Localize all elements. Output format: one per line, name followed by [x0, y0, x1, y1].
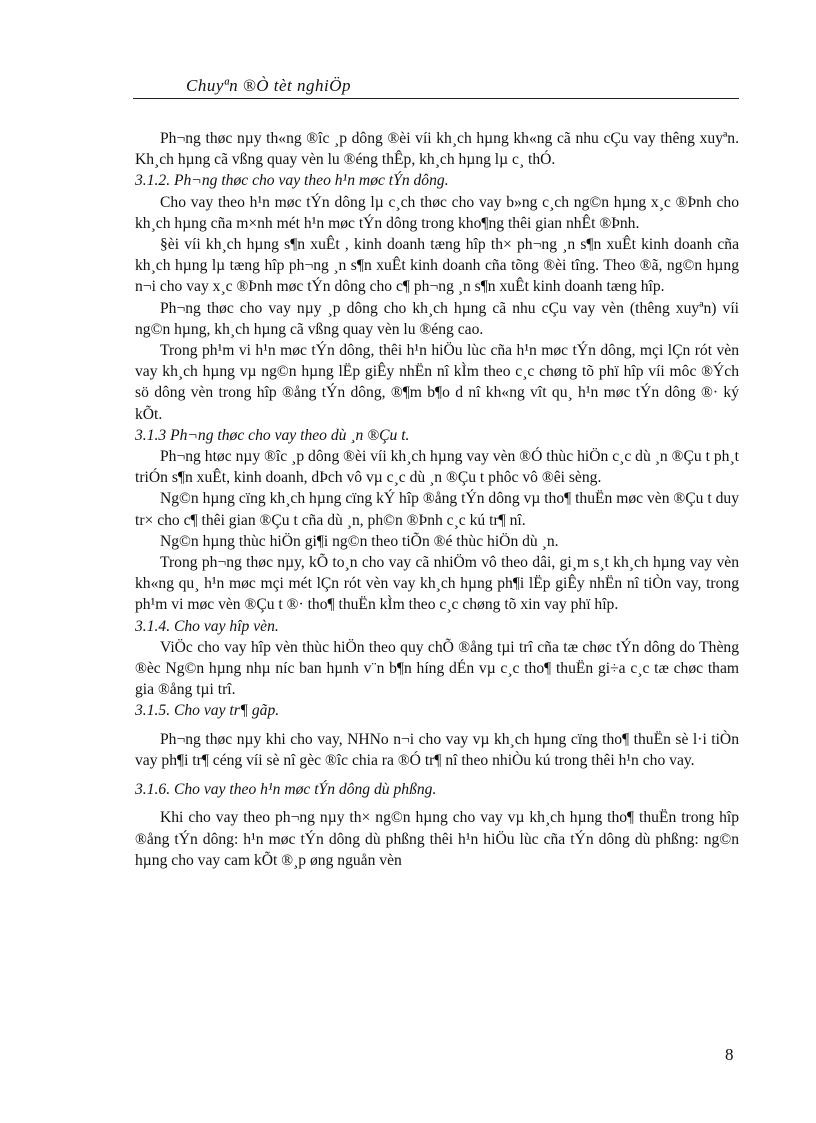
- page-number: 8: [725, 1045, 734, 1064]
- paragraph: Ng©n hµng cïng kh¸ch hµng cïng kÝ hîp ®ång tÝn dông vµ tho¶ thuËn møc vèn ®Çu t duy tr× cho c¶ thêi gian ®Çu t cña dù ¸n, ph©n ®Þnh c¸c kú tr¶ nî.: [135, 490, 739, 529]
- document-body: [135, 128, 739, 871]
- paragraph: Ng©n hµng thùc hiÖn gi¶i ng©n theo tiÕn ®é thùc hiÖn dù ¸n.: [160, 532, 559, 550]
- paragraph: Trong ph¹m vi h¹n møc tÝn dông, thêi h¹n hiÖu lùc cña h¹n møc tÝn dông, mçi lÇn rót vèn vay kh¸ch hµng vµ ng©n hµng lËp giÊy nhËn nî kÌm theo c¸c chøng tõ phï hîp víi môc ®Ých sö dông vèn trong hîp ®ång tÝn dông, ®¶m b¶o d nî kh«ng vît qu¸ h¹n møc tÝn dông ®· ký kÕt.: [135, 342, 739, 423]
- paragraph: §èi víi kh¸ch hµng s¶n xuÊt , kinh doanh tæng hîp th× ph¬ng ¸n s¶n xuÊt kinh doanh cña kh¸ch hµng lµ tæng hîp ph¬ng ¸n s¶n xuÊt kinh doanh cña tõng ®èi tîng. Theo ®ã, ng©n hµng n¬i cho vay x¸c ®Þnh møc tÝn dông cho c¶ ph¬ng ¸n s¶n xuÊt kinh doanh tæng hîp.: [135, 236, 739, 296]
- section-heading: 3.1.2. Ph¬ng thøc cho vay theo h¹n møc tÝn dông.: [135, 172, 449, 190]
- paragraph: Cho vay theo h¹n møc tÝn dông lµ c¸ch thøc cho vay b»ng c¸ch ng©n hµng x¸c ®Þnh cho kh¸ch hµng cña m×nh mét h¹n møc tÝn dông trong kho¶ng thêi gian nhÊt ®Þnh.: [135, 193, 739, 232]
- header-divider: [133, 98, 739, 99]
- section-heading: 3.1.5. Cho vay tr¶ gãp.: [135, 702, 280, 720]
- section-heading: 3.1.4. Cho vay hîp vèn.: [135, 617, 279, 635]
- section-heading: 3.1.3 Ph¬ng thøc cho vay theo dù ¸n ®Çu t.: [135, 426, 410, 444]
- paragraph: Ph¬ng thøc nµy th«ng ®îc ¸p dông ®èi víi kh¸ch hµng kh«ng cã nhu cÇu vay thêng xuyªn. Kh¸ch hµng cã vßng quay vèn lu ®éng thÊp, kh¸ch hµng lµ c¸ thÓ.: [135, 130, 739, 169]
- paragraph: Ph¬ng thøc nµy khi cho vay, NHNo n¬i cho vay vµ kh¸ch hµng cïng tho¶ thuËn sè l·i tiÒn vay ph¶i tr¶ céng víi sè nî gèc ®îc chia ra ®Ó tr¶ nî theo nhiÒu kú trong thêi h¹n cho vay.: [135, 730, 739, 769]
- paragraph: ViÖc cho vay hîp vèn thùc hiÖn theo quy chÕ ®ång tµi trî cña tæ chøc tÝn dông do Thèng ®èc Ng©n hµng nhµ níc ban hµnh v¨n b¶n híng dÉn vµ c¸c tho¶ thuËn gi÷a c¸c tæ chøc tham gia ®ång tµi trî.: [135, 638, 739, 699]
- page-header-title: Chuyªn ®Ò tèt nghiÖp: [186, 76, 352, 95]
- section-heading: 3.1.6. Cho vay theo h¹n møc tÝn dông dù phßng.: [135, 781, 437, 799]
- paragraph: Khi cho vay theo ph¬ng nµy th× ng©n hµng cho vay vµ kh¸ch hµng tho¶ thuËn trong hîp ®ång tÝn dông: h¹n møc tÝn dông dù phßng thêi h¹n hiÖu lùc cña tÝn dông dù phßng: ng©n hµng cho vay cam kÕt ®¸p øng nguån vèn: [135, 809, 739, 869]
- paragraph: Trong ph¬ng thøc nµy, kÕ to¸n cho vay cã nhiÖm vô theo dâi, gi¸m s¸t kh¸ch hµng vay vèn kh«ng qu¸ h¹n møc mçi mét lÇn rót vèn vay kh¸ch hµng ph¶i lËp giÊy nhËn nî tiÒn vay, trong ph¹m vi møc vèn ®Çu t ®· tho¶ thuËn kÌm theo c¸c chøng tõ xin vay phï hîp.: [135, 554, 739, 614]
- paragraph: Ph¬ng thøc cho vay nµy ¸p dông cho kh¸ch hµng cã nhu cÇu vay vèn (thêng xuyªn) víi ng©n hµng, kh¸ch hµng cã vßng quay vèn lu ®éng cao.: [135, 299, 739, 338]
- paragraph: Ph¬ng htøc nµy ®îc ¸p dông ®èi víi kh¸ch hµng vay vèn ®Ó thùc hiÖn c¸c dù ¸n ®Çu t ph¸t triÓn s¶n xuÊt, kinh doanh, dÞch vô vµ c¸c dù ¸n ®Çu t phôc vô ®êi sèng.: [135, 448, 739, 487]
